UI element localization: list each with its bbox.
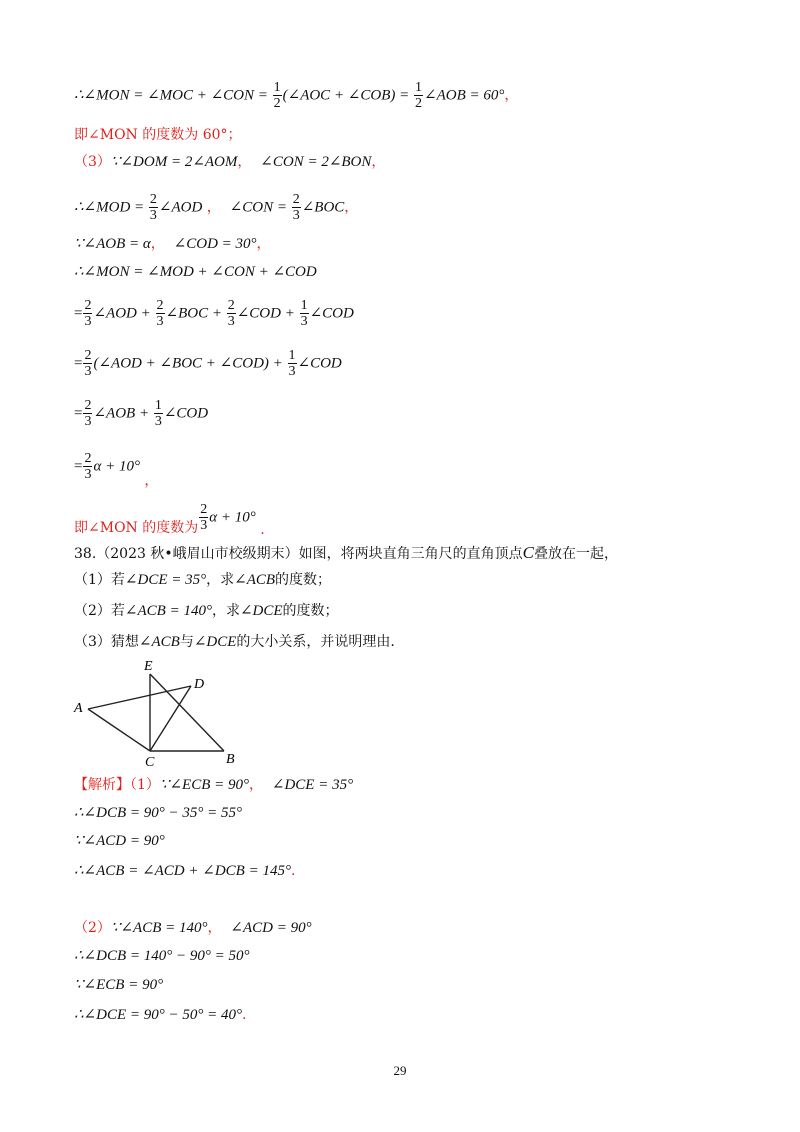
part-label: （2） (74, 920, 111, 936)
punct: ， (207, 920, 222, 936)
equation-text: ∵∠ACD = 90° (74, 833, 165, 849)
question-text: ，求 (211, 603, 240, 619)
equation-text: ∠COD = 30° (173, 236, 257, 252)
fraction-half: $\frac{1}{2}$ (273, 80, 281, 111)
equation-line-9: = $\frac{2}{3}$ ∠AOB + $\frac{1}{3}$ ∠COD (74, 398, 209, 429)
question-text: 的大小关系，并说明理由. (236, 634, 395, 650)
part3-given-line (74, 152, 385, 172)
solution-line-2 (74, 803, 242, 823)
equation-text: ∠CON = (229, 199, 291, 216)
equation-text: ∴∠ACB = ∠ACD + ∠DCB = 145° (74, 863, 291, 879)
equation-text: ∵∠ECB = 90° (159, 777, 249, 793)
question-part-2 (74, 601, 339, 621)
equation-text: ∴∠MON = ∠MOC + ∠CON = (74, 87, 272, 104)
label-b: B (226, 752, 235, 767)
equation-text: (∠AOC + ∠COB) = (282, 87, 413, 104)
question-text: （1）若 (74, 572, 125, 588)
equation-text: ∠AOD + (93, 305, 155, 322)
equation-text: ∠AOB = 60° (424, 87, 505, 104)
punct: ， (150, 236, 165, 252)
fraction-third: $\frac{1}{3}$ (288, 348, 296, 379)
equation-text: ∴∠MOD = (74, 199, 148, 216)
question-38-header (74, 543, 618, 564)
equation-text: α + 10° (93, 458, 140, 475)
equation-text: ∠BOC + (165, 305, 226, 322)
equation-text: ∴∠DCB = 90° − 35° = 55° (74, 805, 242, 821)
equation-text: ∠DCE (193, 634, 237, 650)
question-text: 的度数； (275, 572, 332, 588)
label-e: E (144, 659, 153, 674)
equation-text: ∠ACD = 90° (230, 920, 312, 936)
equation-text: ∠BOC (301, 199, 345, 216)
punct: ， (248, 777, 263, 793)
triangle-figure (70, 656, 250, 768)
equation-line-4 (74, 192, 358, 223)
equation-text: ∠ACB = 140° (124, 603, 212, 619)
part-label: （1） (130, 777, 160, 793)
question-part-1 (74, 570, 331, 590)
result-text: 即∠MON 的度数为 60°； (74, 127, 242, 143)
equation-text: ∴∠MON = ∠MOD + ∠CON + ∠COD (74, 264, 317, 280)
part-label: （3） (74, 154, 111, 170)
equation-text: ∠COD (297, 355, 342, 372)
fraction-third: $\frac{1}{3}$ (154, 398, 162, 429)
fraction-two-thirds: $\frac{2}{3}$ (200, 502, 208, 533)
question-part-3 (74, 632, 395, 652)
solution2-line-4 (74, 1005, 246, 1025)
equation-text: ∠DCE = 35° (271, 777, 354, 793)
result-line-mon-alpha (74, 502, 265, 538)
fraction-third: $\frac{1}{3}$ (300, 298, 308, 329)
fraction-two-thirds: $\frac{2}{3}$ (84, 298, 92, 329)
fraction-two-thirds: $\frac{2}{3}$ (292, 192, 300, 223)
question-text: 38.（2023 秋•峨眉山市校级期末）如图，将两块直角三角尺的直角顶点 (74, 546, 523, 562)
question-text: 与 (179, 634, 194, 650)
equation-text: ∠COD + (236, 305, 299, 322)
punct: ， (371, 154, 386, 170)
equation-line-1 (74, 80, 518, 111)
solution-tag: 【解析】 (74, 777, 130, 793)
solution2-line-3 (74, 975, 163, 995)
page-number: 29 (393, 1063, 407, 1078)
solution-line-1 (74, 775, 353, 795)
punct: . (290, 863, 296, 879)
segment-ac (88, 709, 150, 751)
punct: ， (504, 87, 519, 104)
equation-text: ∠ACB (234, 572, 276, 588)
punct: ， (206, 199, 221, 216)
result-line-mon-60 (74, 125, 242, 145)
question-text: （2）若 (74, 603, 125, 619)
equation-line-5 (74, 234, 271, 254)
equation-text: ∠DCE (239, 603, 283, 619)
label-a: A (74, 701, 83, 716)
punct: ， (237, 154, 252, 170)
question-text: 的度数； (282, 603, 339, 619)
fraction-two-thirds: $\frac{2}{3}$ (149, 192, 157, 223)
equation-text: ∠DCE = 35° (124, 572, 207, 588)
equation-text: ∵∠ECB = 90° (74, 977, 164, 993)
fraction-two-thirds: $\frac{2}{3}$ (84, 348, 92, 379)
solution-line-4 (74, 861, 295, 881)
question-text: （3）猜想 (74, 634, 139, 650)
equation-text: (∠AOD + ∠BOC + ∠COD) + (93, 355, 287, 372)
punct: ， (344, 199, 359, 216)
equation-text: ∵∠DOM = 2∠AOM (110, 154, 238, 170)
equation-text: ∵∠AOB = α (74, 236, 151, 252)
fraction-two-thirds: $\frac{2}{3}$ (156, 298, 164, 329)
equation-text: ∵∠ACB = 140° (110, 920, 208, 936)
solution-line-3 (74, 831, 165, 851)
equation-text: ∴∠DCE = 90° − 50° = 40° (74, 1007, 242, 1023)
solution2-line-2 (74, 946, 249, 966)
segment-ad (88, 686, 191, 709)
fraction-two-thirds: $\frac{2}{3}$ (84, 398, 92, 429)
equation-text: ∠AOD (158, 199, 203, 216)
label-c: C (145, 755, 155, 768)
equation-text: ∠COD (163, 405, 209, 422)
punct: . (260, 521, 265, 538)
question-text: 叠放在一起， (533, 546, 618, 562)
punct: ， (144, 472, 159, 489)
equation-text: ∠ACB (138, 634, 180, 650)
equation-line-10: = $\frac{2}{3}$ α + 10° ， (74, 451, 159, 489)
equation-text: ∠CON = 2∠BON (260, 154, 372, 170)
result-text: 即∠MON 的度数为 (74, 519, 199, 536)
question-text: ，求 (206, 572, 235, 588)
punct: . (241, 1007, 247, 1023)
equation-line-8: = $\frac{2}{3}$ (∠AOD + ∠BOC + ∠COD) + $\frac{1}{3}$ ∠COD (74, 348, 342, 379)
equation-line-6 (74, 262, 317, 282)
fraction-two-thirds: $\frac{2}{3}$ (84, 451, 92, 482)
equation-text: α + 10° (209, 509, 256, 526)
equation-text: ∠COD (309, 305, 354, 322)
equation-text: ∴∠DCB = 140° − 90° = 50° (74, 948, 250, 964)
segment-eb (150, 674, 224, 751)
equation-line-7: = $\frac{2}{3}$ ∠AOD + $\frac{2}{3}$ ∠BOC + $\frac{2}{3}$ ∠COD + $\frac{1}{3}$ ∠COD (74, 298, 354, 329)
equation-text: ∠AOB + (93, 405, 153, 422)
fraction-half: $\frac{1}{2}$ (415, 80, 422, 111)
punct: ， (256, 236, 271, 252)
fraction-two-thirds: $\frac{2}{3}$ (227, 298, 235, 329)
solution2-line-1 (74, 918, 312, 938)
label-d: D (194, 677, 205, 692)
vertex-label: C (522, 543, 534, 562)
